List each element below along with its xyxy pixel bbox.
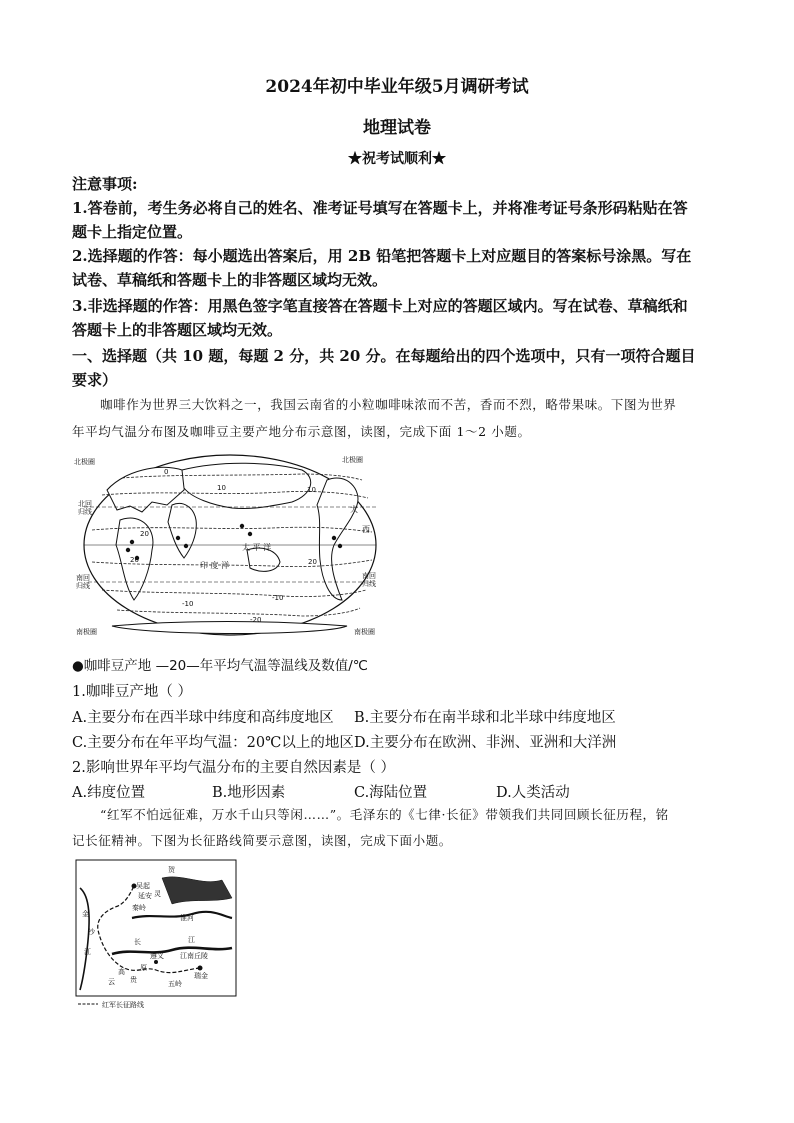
note-2-line-2: 试卷、草稿纸和答题卡上的非答题区域均无效。 [72,271,388,289]
label-arctic-circle-ne: 北极圈 [342,456,363,464]
coffee-intro-line-2: 年平均气温分布图及咖啡豆主要产地分布示意图，读图，完成下面 1～2 小题。 [72,424,531,439]
section-heading-line-2: 要求） [72,371,118,389]
label-huaihe: 淮河 [180,914,194,922]
coffee-intro-line-1: 咖啡作为世界三大饮料之一，我国云南省的小粒咖啡味浓而不苦，香而不烈，略带果味。下图为世界 [100,397,677,412]
coffee-dot [184,544,188,548]
zunyi-dot [154,960,158,964]
label-ruijin: 瑞金 [194,972,208,980]
label-jiang: 江 [84,948,91,956]
label-tropic-capricorn-w2: 归线 [76,582,90,590]
q2-option-c[interactable]: C.海陆位置 [354,785,428,801]
world-temperature-map [72,450,382,642]
coffee-dot [126,548,130,552]
coffee-dot [338,544,342,548]
label-iso-10-a: 10 [217,484,226,492]
q2-stem: 2.影响世界年平均气温分布的主要自然因素是（ ） [72,760,395,776]
subject-title: 地理试卷 [363,118,431,138]
label-iso-minus20: -20 [250,616,262,624]
ruijin-dot [198,966,203,971]
label-tropic-capricorn-e1: 南回 [362,572,376,580]
label-tropic-capricorn-e2: 归线 [362,580,376,588]
label-yuan: 原 [140,964,147,972]
legend-route-label: 红军长征路线 [102,1001,144,1009]
label-qinling: 秦岭 [132,904,146,912]
label-tropic-cancer-2: 归线 [78,508,92,516]
note-2-line-1: 2.选择题的作答：每小题选出答案后，用 2B 铅笔把答题卡上对应题目的答案标号涂黑。写在 [72,247,692,265]
longmarch-intro-line-2: 记长征精神。下图为长征路线简要示意图，读图，完成下面小题。 [72,833,452,848]
label-atlantic-1: 大 [350,505,358,514]
note-1-line-2: 题卡上指定位置。 [72,223,193,241]
label-ling: 灵 [154,890,161,898]
label-iso-20-a: 20 [140,530,149,538]
q1-option-a[interactable]: A.主要分布在西半球中纬度和高纬度地区 [72,710,334,726]
label-iso-20-c: 20 [308,558,317,566]
q1-option-c[interactable]: C.主要分布在年平均气温：20℃以上的地区 [72,735,354,751]
q2-option-b[interactable]: B.地形因素 [212,785,286,801]
q1-option-d[interactable]: D.主要分布在欧洲、非洲、亚洲和大洋洲 [354,735,617,751]
map-legend: ●咖啡豆产地 —20—年平均气温等温线及数值/℃ [72,658,368,674]
label-antarctic-circle-sw: 南极圈 [76,628,97,636]
label-atlantic-2: 西 [362,525,370,534]
label-iso-20-b: 20 [130,556,139,564]
label-yun: 云 [108,978,115,986]
label-wuling: 五岭 [168,980,182,988]
label-iso-minus10-b: -10 [182,600,194,608]
coffee-dot [176,536,180,540]
label-yanan: 延安 [138,892,152,900]
label-sha: 沙 [88,928,95,936]
label-jiangnan-hills: 江南丘陵 [180,952,208,960]
long-march-map [72,858,240,1010]
label-iso-minus10: -10 [272,594,284,602]
antarctica [112,622,347,634]
label-he: 贺 [168,866,175,874]
label-chang: 长 [134,938,141,946]
label-pacific-ocean: 太 平 洋 [242,543,272,552]
label-tropic-cancer-1: 北回 [78,500,92,508]
label-tropic-capricorn-w1: 南回 [76,574,90,582]
note-1-line-1: 1.答卷前，考生务必将自己的姓名、准考证号填写在答题卡上，并将准考证号条形码粘贴在答 [72,199,688,217]
note-3-line-1: 3.非选择题的作答：用黑色签字笔直接答在答题卡上对应的答题区域内。写在试卷、草稿纸和 [72,297,688,315]
label-iso-0: 0 [164,468,169,476]
label-gao: 高 [118,968,125,976]
label-indian-ocean: 印 度 洋 [200,561,230,570]
map-frame [76,860,236,996]
coffee-dot [248,532,252,536]
coffee-dot [130,540,134,544]
label-zunyi: 遵义 [150,952,164,960]
label-wuqi: 吴起 [136,882,150,890]
q2-option-d[interactable]: D.人类活动 [496,785,570,801]
q1-option-b[interactable]: B.主要分布在南半球和北半球中纬度地区 [354,710,616,726]
blessing-line: ★祝考试顺利★ [348,151,446,167]
coffee-dot [240,524,244,528]
q1-stem: 1.咖啡豆产地（ ） [72,684,192,700]
coffee-dot [332,536,336,540]
q2-option-a[interactable]: A.纬度位置 [72,785,146,801]
plateau-shading [162,877,232,904]
notes-heading: 注意事项: [72,175,138,193]
exam-title: 2024年初中毕业年级5月调研考试 [265,77,529,97]
label-antarctic-circle-se: 南极圈 [354,628,375,636]
label-iso-10-b: 10 [307,486,316,494]
note-3-line-2: 答题卡上的非答题区域均无效。 [72,321,283,339]
longmarch-intro-line-1: “红军不怕远征难，万水千山只等闲……”。毛泽东的《七律·长征》带领我们共同回顾长征历程，铭 [100,807,669,822]
label-gui: 贵 [130,976,137,984]
section-heading-line-1: 一、选择题（共 10 题，每题 2 分，共 20 分。在每题给出的四个选项中，只有一项符合题目 [72,347,696,365]
label-arctic-circle-nw: 北极圈 [74,458,95,466]
label-jiang2: 江 [188,936,195,944]
label-jin: 金 [82,910,89,918]
